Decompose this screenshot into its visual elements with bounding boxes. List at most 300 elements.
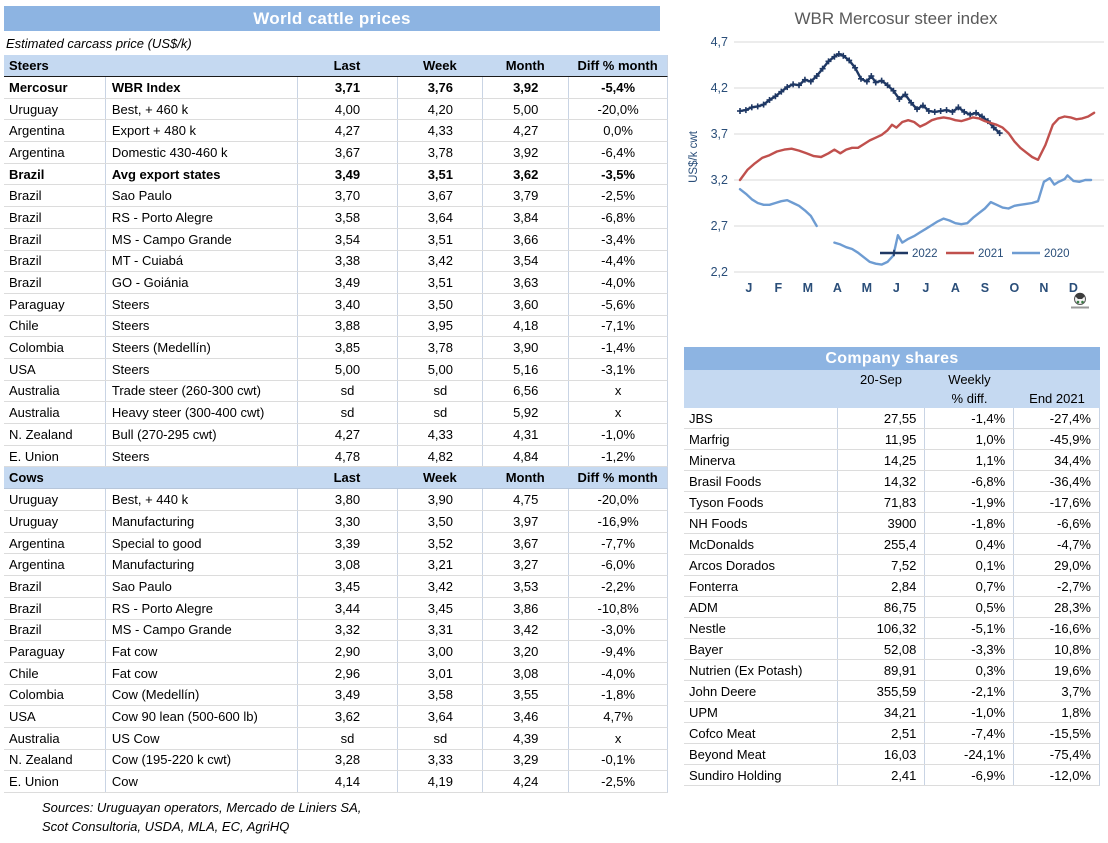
cell-country: Mercosur xyxy=(9,79,68,95)
section-name: Cows xyxy=(9,470,44,486)
cell-product: Steers (Medellín) xyxy=(105,337,297,358)
cell-last: 3,28 xyxy=(297,750,398,771)
x-tick-label: M xyxy=(861,281,873,295)
shares-table-row xyxy=(684,639,1100,660)
cell-diff-month: -20,0% xyxy=(568,99,667,120)
cell-week: 3,76 xyxy=(397,77,482,98)
cell-company-name: Fonterra xyxy=(689,578,739,594)
cell-last: 3,08 xyxy=(297,554,398,575)
x-tick-label: O xyxy=(1009,281,1020,295)
x-tick-label: J xyxy=(892,281,900,295)
cell-end-2021: 34,4% xyxy=(1013,450,1099,470)
cell-week: 4,19 xyxy=(397,771,482,792)
cell-last: 4,27 xyxy=(297,120,398,141)
cell-week: 3,52 xyxy=(397,533,482,554)
cell-end-2021: 29,0% xyxy=(1013,555,1099,575)
company-shares-column-headers xyxy=(684,370,1100,408)
cell-end-2021: -45,9% xyxy=(1013,429,1099,449)
price-table-row xyxy=(4,771,668,793)
chart-title: WBR Mercosur steer index xyxy=(794,9,998,28)
cell-end-2021: -16,6% xyxy=(1013,618,1099,638)
section-header-row-steers xyxy=(4,55,668,77)
cell-week: 3,50 xyxy=(397,294,482,315)
cattle-prices-title-bar xyxy=(4,6,660,31)
cell-month: 3,84 xyxy=(482,207,568,228)
cell-share-price: 16,03 xyxy=(837,744,925,764)
cell-last: sd xyxy=(297,402,398,423)
cell-week: sd xyxy=(397,402,482,423)
cell-country: Uruguay xyxy=(9,513,59,529)
cell-month: 4,24 xyxy=(482,771,568,792)
cell-week: 4,82 xyxy=(397,446,482,467)
cell-diff-month: x xyxy=(568,402,667,423)
cell-share-price: 355,59 xyxy=(837,681,925,701)
cell-week: 3,45 xyxy=(397,598,482,619)
cell-country: Brazil xyxy=(9,166,45,182)
cell-diff-month: -16,9% xyxy=(568,511,667,532)
cell-product: Cow (195-220 k cwt) xyxy=(105,750,297,771)
cell-last: 3,30 xyxy=(297,511,398,532)
cell-country: Paraguay xyxy=(9,644,65,660)
cell-diff-month: -3,1% xyxy=(568,359,667,380)
price-table-row xyxy=(4,511,668,533)
cell-product: Trade steer (260-300 cwt) xyxy=(105,381,297,402)
cell-last: 4,00 xyxy=(297,99,398,120)
shares-table-row xyxy=(684,618,1100,639)
legend-label-2022: 2022 xyxy=(912,248,938,260)
cell-share-price: 14,32 xyxy=(837,471,925,491)
cell-country: Colombia xyxy=(9,687,64,703)
cell-diff-month: -0,1% xyxy=(568,750,667,771)
cell-weekly-diff: 0,4% xyxy=(924,534,1013,554)
cell-month: 4,84 xyxy=(482,446,568,467)
price-table-row xyxy=(4,164,668,186)
cell-last: 3,49 xyxy=(297,685,398,706)
shares-table-row xyxy=(684,723,1100,744)
cell-diff-month: -1,0% xyxy=(568,424,667,445)
price-table-row xyxy=(4,337,668,359)
cell-last: sd xyxy=(297,381,398,402)
cell-share-price: 2,51 xyxy=(837,723,925,743)
cell-product: Heavy steer (300-400 cwt) xyxy=(105,402,297,423)
cell-product: Cow 90 lean (500-600 lb) xyxy=(105,706,297,727)
cell-diff-month: -3,4% xyxy=(568,229,667,250)
cell-end-2021: 10,8% xyxy=(1013,639,1099,659)
price-table-row xyxy=(4,229,668,251)
cell-last: sd xyxy=(297,728,398,749)
cell-week: 4,33 xyxy=(397,424,482,445)
cell-country: Argentina xyxy=(9,557,65,573)
shares-header-end-spacer xyxy=(1014,370,1100,389)
cell-product: Best, + 460 k xyxy=(105,99,297,120)
sources-line-2: Scot Consultoria, USDA, MLA, EC, AgriHQ xyxy=(42,819,290,834)
series-2020-line xyxy=(740,189,817,226)
cell-last: 3,49 xyxy=(297,272,398,293)
cell-week: 3,78 xyxy=(397,142,482,163)
shares-table-row xyxy=(684,576,1100,597)
shares-table-row xyxy=(684,681,1100,702)
shares-header-date: 20-Sep xyxy=(860,372,902,387)
price-table-row xyxy=(4,272,668,294)
cell-weekly-diff: -1,0% xyxy=(924,702,1013,722)
shares-table-row xyxy=(684,492,1100,513)
cattle-prices-subtitle: Estimated carcass price (US$/k) xyxy=(6,36,192,51)
cell-week: 3,50 xyxy=(397,511,482,532)
cell-diff-month: -4,0% xyxy=(568,663,667,684)
shares-table-row xyxy=(684,765,1100,786)
cell-weekly-diff: -6,9% xyxy=(924,765,1013,785)
cell-month: 6,56 xyxy=(482,381,568,402)
cell-company-name: John Deere xyxy=(689,683,757,699)
cell-country: Brazil xyxy=(9,275,42,291)
x-tick-label: M xyxy=(802,281,814,295)
cell-product: Fat cow xyxy=(105,663,297,684)
section-header-row-cows xyxy=(4,467,668,489)
price-table-row xyxy=(4,750,668,772)
cell-weekly-diff: 1,0% xyxy=(924,429,1013,449)
cell-product: Manufacturing xyxy=(105,511,297,532)
cell-month: 4,75 xyxy=(482,489,568,510)
cell-country: N. Zealand xyxy=(9,752,73,768)
cell-product: Special to good xyxy=(105,533,297,554)
legend-label-2020: 2020 xyxy=(1044,248,1070,260)
cell-diff-month: -7,7% xyxy=(568,533,667,554)
cell-month: 5,16 xyxy=(482,359,568,380)
chart-watermark-icon xyxy=(1081,301,1084,304)
price-table-row xyxy=(4,728,668,750)
cell-diff-month: -5,6% xyxy=(568,294,667,315)
cattle-table-body xyxy=(4,55,668,793)
cell-share-price: 3900 xyxy=(837,513,925,533)
price-table-row xyxy=(4,685,668,707)
cell-month: 3,42 xyxy=(482,620,568,641)
shares-header-line-1 xyxy=(684,370,1100,389)
cell-end-2021: -75,4% xyxy=(1013,744,1099,764)
cell-country: N. Zealand xyxy=(9,426,73,442)
cell-product: Sao Paulo xyxy=(105,576,297,597)
y-tick-label: 2,7 xyxy=(710,219,728,233)
cell-week: 3,64 xyxy=(397,706,482,727)
price-table-row xyxy=(4,554,668,576)
cell-weekly-diff: -7,4% xyxy=(924,723,1013,743)
cell-last: 4,14 xyxy=(297,771,398,792)
cell-week: 3,78 xyxy=(397,337,482,358)
cell-country: Chile xyxy=(9,665,39,681)
x-tick-label: F xyxy=(774,281,783,295)
cell-last: 3,62 xyxy=(297,706,398,727)
shares-table-row xyxy=(684,513,1100,534)
column-header: Week xyxy=(422,470,457,486)
cell-country: Australia xyxy=(9,383,60,399)
cell-week: 3,51 xyxy=(397,272,482,293)
cell-product: Steers xyxy=(105,359,297,380)
cell-country: Brazil xyxy=(9,188,42,204)
shares-table-body xyxy=(684,408,1100,786)
cell-month: 5,00 xyxy=(482,99,568,120)
cell-last: 3,32 xyxy=(297,620,398,641)
cell-product: Cow xyxy=(105,771,297,792)
shares-header-name-spacer2 xyxy=(684,389,837,408)
price-table-row xyxy=(4,533,668,555)
cell-weekly-diff: 0,5% xyxy=(924,597,1013,617)
cell-week: 3,42 xyxy=(397,576,482,597)
shares-table-row xyxy=(684,534,1100,555)
cell-end-2021: 19,6% xyxy=(1013,660,1099,680)
cell-country: Argentina xyxy=(9,123,65,139)
sources-note xyxy=(4,793,668,836)
column-header: Diff % month xyxy=(577,58,658,73)
cell-company-name: Nestle xyxy=(689,620,726,636)
cell-company-name: UPM xyxy=(689,704,718,720)
cell-month: 3,46 xyxy=(482,706,568,727)
cell-last: 3,49 xyxy=(297,164,398,185)
cell-last: 3,54 xyxy=(297,229,398,250)
cell-product: Steers xyxy=(105,294,297,315)
sources-line-1: Sources: Uruguayan operators, Mercado de Liniers SA, xyxy=(42,800,362,815)
cell-month: 3,97 xyxy=(482,511,568,532)
shares-header-weekly: Weekly xyxy=(948,372,991,387)
shares-header-end-2021: End 2021 xyxy=(1029,391,1085,406)
cell-product: RS - Porto Alegre xyxy=(105,207,297,228)
cell-month: 3,92 xyxy=(482,142,568,163)
cell-last: 3,85 xyxy=(297,337,398,358)
cell-country: Argentina xyxy=(9,535,65,551)
cell-diff-month: -9,4% xyxy=(568,641,667,662)
cell-weekly-diff: 1,1% xyxy=(924,450,1013,470)
cell-end-2021: 3,7% xyxy=(1013,681,1099,701)
shares-table-row xyxy=(684,429,1100,450)
x-tick-label: S xyxy=(980,281,990,295)
price-table-row xyxy=(4,99,668,121)
cell-last: 3,70 xyxy=(297,185,398,206)
cell-last: 3,39 xyxy=(297,533,398,554)
cell-month: 3,62 xyxy=(482,164,568,185)
cell-country: E. Union xyxy=(9,774,59,790)
cell-country: Paraguay xyxy=(9,296,65,312)
cell-diff-month: -2,2% xyxy=(568,576,667,597)
cell-month: 3,92 xyxy=(482,77,568,98)
cell-week: 3,31 xyxy=(397,620,482,641)
cell-company-name: Arcos Dorados xyxy=(689,557,775,573)
shares-header-date-spacer xyxy=(837,389,925,408)
cell-week: sd xyxy=(397,381,482,402)
cell-diff-month: -6,8% xyxy=(568,207,667,228)
cell-week: 4,33 xyxy=(397,120,482,141)
cell-month: 4,31 xyxy=(482,424,568,445)
price-table-row xyxy=(4,402,668,424)
cell-country: Brazil xyxy=(9,622,42,638)
cell-diff-month: -5,4% xyxy=(568,77,667,98)
price-table-row xyxy=(4,120,668,142)
cell-company-name: Tyson Foods xyxy=(689,494,764,510)
cell-last: 3,58 xyxy=(297,207,398,228)
price-table-row xyxy=(4,620,668,642)
cell-month: 3,79 xyxy=(482,185,568,206)
shares-table-row xyxy=(684,660,1100,681)
cell-week: 5,00 xyxy=(397,359,482,380)
cell-diff-month: -6,0% xyxy=(568,554,667,575)
cell-product: GO - Goiánia xyxy=(105,272,297,293)
cell-end-2021: -12,0% xyxy=(1013,765,1099,785)
cell-company-name: ADM xyxy=(689,599,718,615)
cell-company-name: Bayer xyxy=(689,641,723,657)
price-table-row xyxy=(4,576,668,598)
shares-table-row xyxy=(684,450,1100,471)
cell-last: 3,38 xyxy=(297,251,398,272)
cell-week: sd xyxy=(397,728,482,749)
cell-week: 4,20 xyxy=(397,99,482,120)
cell-month: 3,08 xyxy=(482,663,568,684)
price-table-row xyxy=(4,207,668,229)
cell-country: Brazil xyxy=(9,578,42,594)
cell-end-2021: 1,8% xyxy=(1013,702,1099,722)
cell-weekly-diff: -1,9% xyxy=(924,492,1013,512)
cell-weekly-diff: -1,4% xyxy=(924,408,1013,428)
section-name: Steers xyxy=(9,58,49,73)
cell-share-price: 71,83 xyxy=(837,492,925,512)
cell-weekly-diff: 0,1% xyxy=(924,555,1013,575)
price-table-row xyxy=(4,294,668,316)
shares-table-row xyxy=(684,471,1100,492)
cell-country: Brazil xyxy=(9,600,42,616)
cell-share-price: 34,21 xyxy=(837,702,925,722)
cell-share-price: 89,91 xyxy=(837,660,925,680)
cell-diff-month: -2,5% xyxy=(568,185,667,206)
cell-month: 3,67 xyxy=(482,533,568,554)
y-tick-label: 4,2 xyxy=(710,81,728,95)
cell-weekly-diff: -24,1% xyxy=(924,744,1013,764)
price-table-row xyxy=(4,77,668,99)
steer-index-chart-panel xyxy=(684,0,1108,344)
cell-weekly-diff: 0,7% xyxy=(924,576,1013,596)
cell-company-name: Beyond Meat xyxy=(689,746,766,762)
price-table-row xyxy=(4,706,668,728)
cell-share-price: 52,08 xyxy=(837,639,925,659)
price-table-row xyxy=(4,251,668,273)
price-table-row xyxy=(4,381,668,403)
cell-share-price: 86,75 xyxy=(837,597,925,617)
cell-end-2021: 28,3% xyxy=(1013,597,1099,617)
price-table-row xyxy=(4,598,668,620)
x-tick-label: J xyxy=(922,281,930,295)
cell-last: 3,88 xyxy=(297,316,398,337)
cell-diff-month: -1,8% xyxy=(568,685,667,706)
cell-diff-month: -1,2% xyxy=(568,446,667,467)
cell-product: MS - Campo Grande xyxy=(105,620,297,641)
cell-company-name: Minerva xyxy=(689,452,736,468)
x-tick-label: J xyxy=(745,281,753,295)
cell-diff-month: -1,4% xyxy=(568,337,667,358)
cell-share-price: 27,55 xyxy=(837,408,925,428)
column-header: Diff % month xyxy=(577,470,658,486)
cell-week: 3,51 xyxy=(397,229,482,250)
company-shares-title: Company shares xyxy=(684,347,1100,370)
steer-index-chart xyxy=(684,0,1108,344)
price-table-row xyxy=(4,316,668,338)
cell-week: 3,90 xyxy=(397,489,482,510)
cell-last: 3,67 xyxy=(297,142,398,163)
cell-last: 2,90 xyxy=(297,641,398,662)
cell-end-2021: -6,6% xyxy=(1013,513,1099,533)
cell-month: 4,18 xyxy=(482,316,568,337)
cell-product: WBR Index xyxy=(105,77,297,98)
y-tick-label: 4,7 xyxy=(710,35,728,49)
cell-month: 3,53 xyxy=(482,576,568,597)
cell-month: 3,90 xyxy=(482,337,568,358)
company-shares-panel xyxy=(684,347,1100,786)
cell-week: 3,58 xyxy=(397,685,482,706)
column-header: Last xyxy=(333,58,361,73)
cell-share-price: 106,32 xyxy=(837,618,925,638)
cell-month: 4,39 xyxy=(482,728,568,749)
series-2021-line xyxy=(740,113,1094,180)
cell-country: Uruguay xyxy=(9,101,59,117)
cell-country: Chile xyxy=(9,318,39,334)
cell-end-2021: -4,7% xyxy=(1013,534,1099,554)
cell-product: Domestic 430-460 k xyxy=(105,142,297,163)
cell-week: 3,64 xyxy=(397,207,482,228)
cell-country: USA xyxy=(9,709,36,725)
cell-month: 3,66 xyxy=(482,229,568,250)
price-table-row xyxy=(4,142,668,164)
column-header: Last xyxy=(333,470,361,486)
cell-weekly-diff: -1,8% xyxy=(924,513,1013,533)
cell-end-2021: -36,4% xyxy=(1013,471,1099,491)
cell-diff-month: 4,7% xyxy=(568,706,667,727)
cell-last: 3,71 xyxy=(297,77,398,98)
cell-week: 3,01 xyxy=(397,663,482,684)
column-header: Week xyxy=(422,58,457,73)
cell-month: 4,27 xyxy=(482,120,568,141)
price-table-row xyxy=(4,663,668,685)
price-table-row xyxy=(4,489,668,511)
shares-header-name-spacer xyxy=(684,370,837,389)
cell-end-2021: -15,5% xyxy=(1013,723,1099,743)
x-tick-label: A xyxy=(950,281,960,295)
cell-share-price: 7,52 xyxy=(837,555,925,575)
cell-country: E. Union xyxy=(9,448,59,464)
cell-country: Brazil xyxy=(9,253,42,269)
cell-share-price: 11,95 xyxy=(837,429,925,449)
cell-week: 3,00 xyxy=(397,641,482,662)
cell-month: 3,60 xyxy=(482,294,568,315)
cell-share-price: 14,25 xyxy=(837,450,925,470)
y-tick-label: 3,2 xyxy=(710,173,728,187)
cell-month: 3,29 xyxy=(482,750,568,771)
cell-share-price: 2,41 xyxy=(837,765,925,785)
cattle-prices-panel xyxy=(4,6,668,836)
cell-country: Australia xyxy=(9,730,60,746)
cell-company-name: McDonalds xyxy=(689,536,755,552)
cell-diff-month: -3,0% xyxy=(568,620,667,641)
cell-country: Argentina xyxy=(9,144,65,160)
shares-table-row xyxy=(684,744,1100,765)
price-table-row xyxy=(4,185,668,207)
cell-company-name: Nutrien (Ex Potash) xyxy=(689,662,803,678)
cell-country: Colombia xyxy=(9,340,64,356)
price-table-row xyxy=(4,359,668,381)
cell-end-2021: -27,4% xyxy=(1013,408,1099,428)
x-tick-label: D xyxy=(1068,281,1078,295)
cell-weekly-diff: -6,8% xyxy=(924,471,1013,491)
cell-month: 3,55 xyxy=(482,685,568,706)
cell-company-name: Brasil Foods xyxy=(689,473,762,489)
shares-table-row xyxy=(684,555,1100,576)
cell-month: 3,20 xyxy=(482,641,568,662)
cell-product: Fat cow xyxy=(105,641,297,662)
cell-weekly-diff: -2,1% xyxy=(924,681,1013,701)
cell-product: US Cow xyxy=(105,728,297,749)
